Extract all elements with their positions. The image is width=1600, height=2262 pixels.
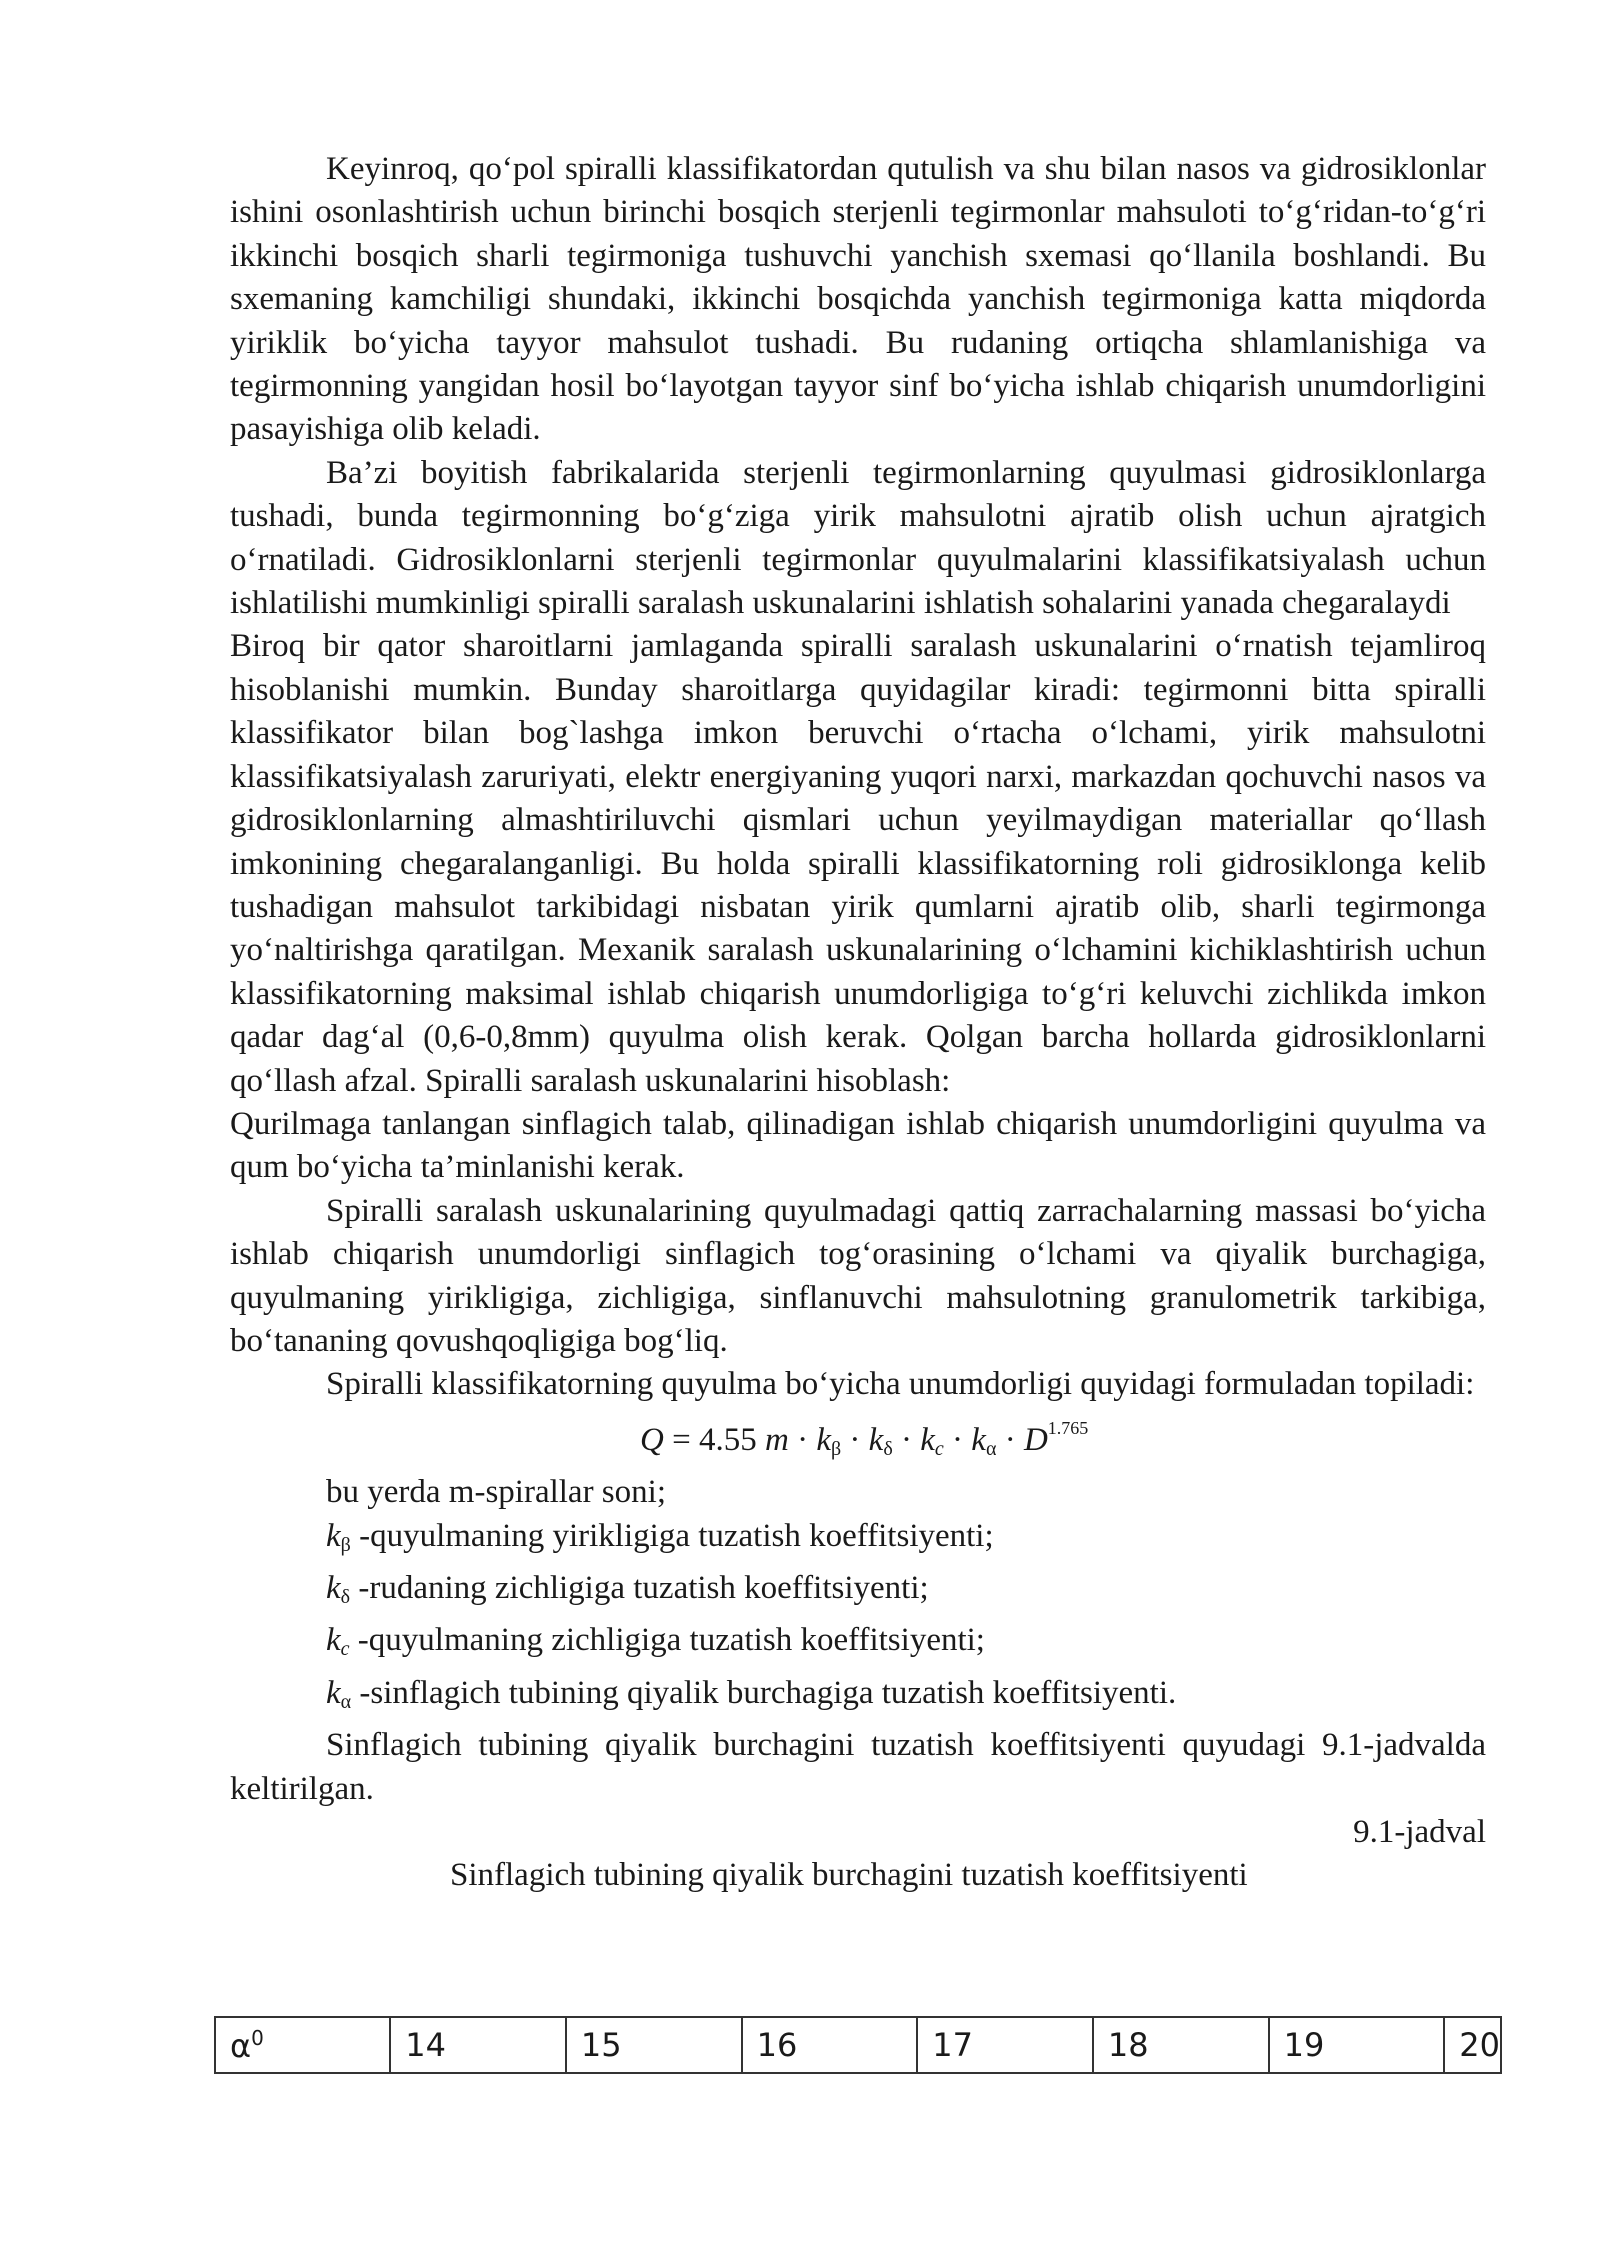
definition-k-beta: $k_\beta$ -quyulmaning yirikligiga tuzatish koeffitsiyenti;	[326, 1517, 994, 1556]
formula-k-c: $k_c$	[920, 1421, 944, 1460]
formula-dot: ·	[841, 1421, 869, 1458]
paragraph-3: Biroq bir qator sharoitlarni jamlaganda spiralli saralash uskunalarini o‘rnatish tejamliroq hisoblanishi mumkin. Bunday sharoitlarga quyidagilar kiradi: tegirmonni bitta spiralli klassifikator bilan bog`lashga imkon beruvchi o‘rtacha o‘lchami, yirik mahsulotni klassifikatsiyalash zaruriyati, elektr energiyaning yuqori narxi, markazdan qochuvchi nasos va gidrosiklonlarning almashtiriluvchi qismlari uchun yeyilmaydigan materiallar qo‘llash imkonining chegaralanganligi. Bu holda spiralli klassifikatorning roli gidrosiklonga kelib tushadigan mahsulot tarkibidagi nisbatan yirik qumlarni ajratib olib, sharli tegirmonga yo‘naltirishga qaratilgan. Mexanik saralash uskunalarining o‘lchamini kichiklashtirish uchun klassifikatorning maksimal ishlab chiqarish unumdorligiga to‘g‘ri keluvchi zichlikda imkon qadar dag‘al (0,6-0,8mm) quyulma olish kerak. Qolgan barcha hollarda gidrosiklonlarni qo‘llash afzal. Spiralli saralash uskunalarini hisoblash:	[230, 628, 1486, 1099]
formula-q: Q	[640, 1421, 664, 1458]
paragraph-7: Sinflagich tubining qiyalik burchagini tuzatish koeffitsiyenti quyudagi 9.1-jadvalda keltirilgan.	[230, 1727, 1486, 1807]
table-cell: 16	[742, 2017, 918, 2073]
formula-k-delta: $k_\delta$	[868, 1421, 893, 1460]
definition-k-delta: $k_\delta$ -rudaning zichligiga tuzatish koeffitsiyenti;	[326, 1570, 929, 1608]
table-cell: 18	[1093, 2017, 1269, 2073]
table-caption: Sinflagich tubining qiyalik burchagini tuzatish koeffitsiyenti	[450, 1857, 1248, 1894]
formula-coefficient: = 4.55	[663, 1421, 765, 1458]
table-cell: 20	[1444, 2017, 1501, 2073]
table-header-alpha: $\alpha^0$	[215, 2017, 390, 2073]
paragraph-1: Keyinroq, qo‘pol spiralli klassifikatordan qutulish va shu bilan nasos va gidrosiklonlar ishini osonlashtirish uchun birinchi bosqich sterjenli tegirmonlar mahsuloti to‘g‘ridan-to‘g‘ri ikkinchi bosqich sharli tegirmoniga tushuvchi yanchish sxemasi qo‘llanila boshlandi. Bu sxemaning kamchiligi shundaki, ikkinchi bosqichda yanchish tegirmoniga katta miqdorda yiriklik bo‘yicha tayyor mahsulot tushadi. Bu rudaning ortiqcha shlamlanishiga va tegirmonning yangidan hosil bo‘layotgan tayyor sinf bo‘yicha ishlab chiqarish unumdorligini pasayishiga olib keladi.	[230, 151, 1486, 448]
table-cell: 14	[390, 2017, 566, 2073]
formula-dot: ·	[788, 1421, 817, 1458]
table-label: 9.1-jadval	[1353, 1814, 1486, 1851]
definition-k-alpha: $k_\alpha$ -sinflagich tubining qiyalik burchagiga tuzatish koeffitsiyenti.	[326, 1674, 1177, 1713]
formula-dot: ·	[943, 1421, 972, 1458]
formula-dot: ·	[892, 1421, 921, 1458]
formula-m: m	[764, 1421, 789, 1458]
definition-m: bu yerda m-spirallar soni;	[326, 1474, 666, 1511]
paragraph-4: Qurilmaga tanlangan sinflagich talab, qilinadigan ishlab chiqarish unumdorligini quyulma va qum bo‘yicha ta’minlanishi kerak.	[230, 1105, 1486, 1186]
table-cell: 15	[566, 2017, 742, 2073]
table-row	[215, 2017, 1501, 2073]
paragraph-2: Ba’zi boyitish fabrikalarida sterjenli tegirmonlarning quyulmasi gidrosiklonlarga tushadi, bunda tegirmonning bo‘g‘ziga yirik mahsulotni ajratib olish uchun ajratgich o‘rnatiladi. Gidrosiklonlarni sterjenli tegirmonlar quyulmalarini klassifikatsiyalash uchun ishlatilishi mumkinligi spiralli saralash uskunalarini ishlatish sohalarini yanada chegaralaydi	[230, 454, 1486, 622]
paragraph-6: Spiralli klassifikatorning quyulma bo‘yicha unumdorligi quyidagi formuladan topiladi:	[326, 1366, 1475, 1403]
formula-k-beta: $k_\beta$	[816, 1421, 842, 1460]
document-page	[230, 148, 1486, 1898]
paragraph-5: Spiralli saralash uskunalarining quyulmadagi qattiq zarrachalarning massasi bo‘yicha ishlab chiqarish unumdorligi sinflagich tog‘orasining o‘lchami va qiyalik burchagiga, quyulmaning yirikligiga, zichligiga, sinflanuvchi mahsulotning granulometrik tarkibiga, bo‘tananing qovushqoqligiga bog‘liq.	[230, 1192, 1486, 1359]
formula-k-alpha: $k_\alpha$	[971, 1421, 997, 1460]
table-cell: 19	[1269, 2017, 1445, 2073]
formula-dot: ·	[996, 1421, 1024, 1458]
formula-d: D	[1023, 1421, 1048, 1458]
table-cell: 17	[917, 2017, 1093, 2073]
definition-k-c: $k_c$ -quyulmaning zichligiga tuzatish koeffitsiyenti;	[326, 1622, 985, 1661]
angle-table	[214, 2016, 1502, 2074]
formula	[230, 1407, 1486, 1471]
formula-exponent: 1.765	[1047, 1417, 1089, 1438]
